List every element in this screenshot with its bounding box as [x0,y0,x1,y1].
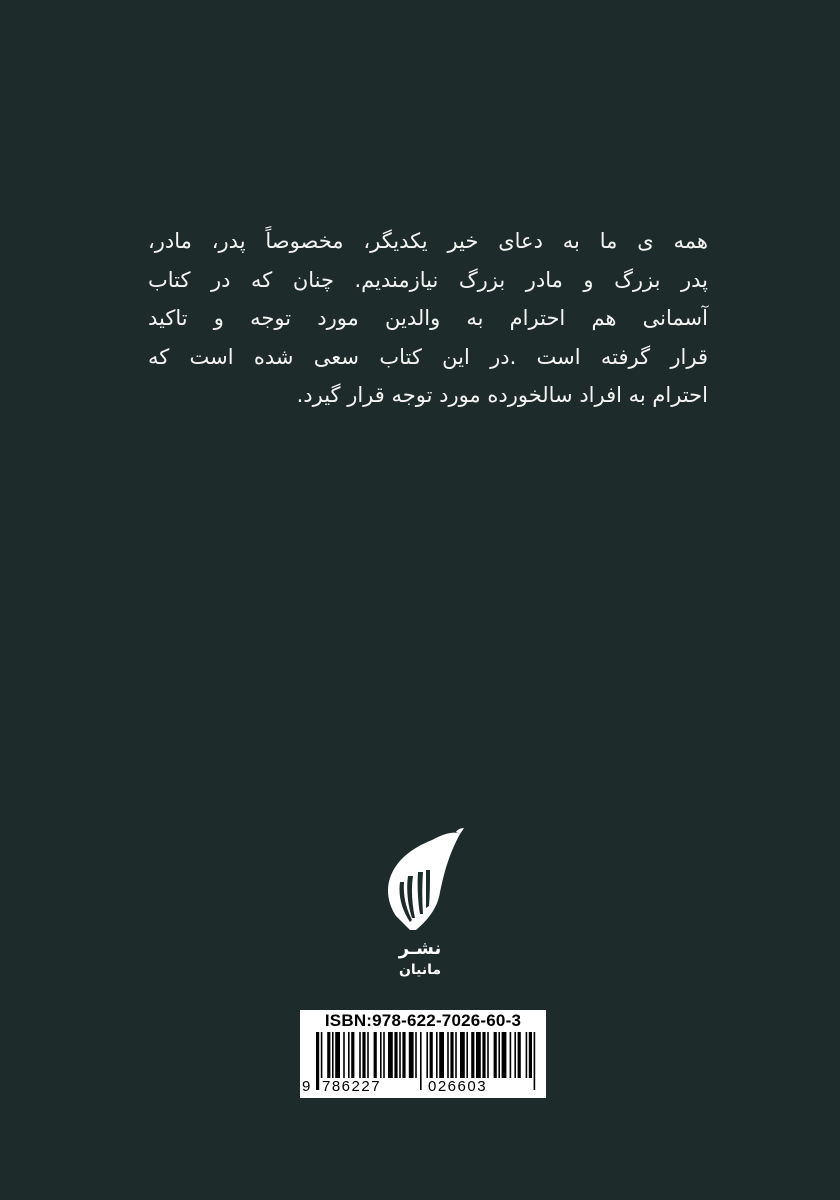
barcode-bar [430,1032,433,1078]
barcode-bar [447,1032,449,1078]
blurb-line: همه ی ما به دعای خیر یکدیگر، مخصوصاً پدر، مادر، [148,229,708,253]
barcode-bar [327,1032,330,1078]
barcode-bar [471,1032,474,1078]
barcode-bar [502,1032,507,1078]
publisher-logo [360,826,480,986]
blurb-line: پدر بزرگ و مادر بزرگ نیازمندیم. چنان که در کتاب [148,267,708,292]
publisher-name-line1: نشـر [398,938,442,959]
barcode-bar [518,1032,521,1078]
barcode-bar [487,1032,489,1078]
barcode-bar [343,1032,345,1078]
barcode-bar [439,1032,444,1078]
publisher-name-line2: مانیان [398,962,442,978]
barcode-bar [402,1032,405,1078]
barcode-bar [374,1032,377,1078]
barcode-bar [316,1032,319,1090]
barcode-bar [436,1032,438,1078]
barcode-bar [383,1032,385,1078]
barcode-bar [332,1032,334,1078]
barcode-bar [348,1032,350,1078]
barcode-digits-right: 026603 [428,1078,488,1095]
barcode-bar [450,1032,453,1078]
barcode-bar [526,1032,528,1078]
barcode-bar [394,1032,397,1078]
barcode-bar [426,1032,428,1078]
barcode-bar [335,1032,340,1078]
back-cover-blurb [148,222,708,415]
barcode-bar [455,1032,457,1078]
barcode-bar [420,1032,422,1090]
isbn-barcode [300,1010,546,1098]
barcode-bar [460,1032,465,1078]
quill-pen-icon [360,826,480,938]
barcode-bar [514,1032,516,1078]
blurb-line: قرار گرفته است .در این کتاب سعی شده است که [148,344,708,369]
barcode-bar [380,1032,382,1078]
barcode-bar [466,1032,468,1078]
barcode-bar [476,1032,481,1078]
barcode-bar [359,1032,361,1078]
blurb-line: آسمانی هم احترام به والدین مورد توجه و تاکید [148,306,708,330]
blurb-line: احترام به افراد سالخورده مورد توجه قرار گیرد. [296,383,708,407]
barcode-bar [367,1032,369,1078]
barcode-bar [482,1032,485,1078]
barcode-bar [409,1032,414,1078]
barcode-bar [362,1032,365,1078]
barcode-bar [534,1032,536,1090]
barcode-bar [415,1032,417,1078]
barcode-bar [494,1032,497,1078]
barcode-bar [351,1032,354,1078]
isbn-label: ISBN:978-622-7026-60-3 [324,1011,522,1030]
barcode-bar [510,1032,512,1078]
barcode-bar [529,1032,532,1078]
barcode-digits-left: 786227 [322,1078,382,1095]
barcode-bar [498,1032,500,1078]
barcode-bar [388,1032,393,1078]
barcode-digit-first: 9 [302,1078,312,1095]
barcode-bar [399,1032,401,1078]
barcode-bar [321,1032,323,1078]
